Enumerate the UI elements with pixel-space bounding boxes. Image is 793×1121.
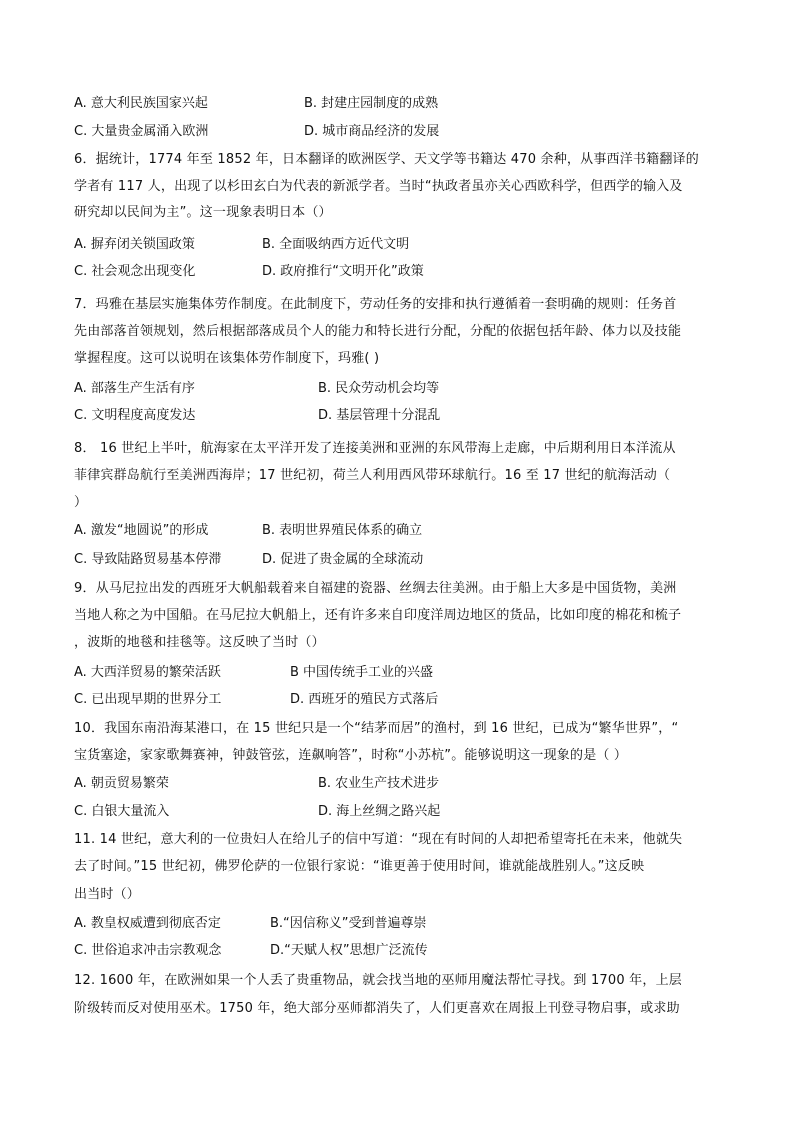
q8-text-line: ） xyxy=(74,495,88,510)
q6-option-b[interactable]: B. 全面吸纳西方近代文明 xyxy=(262,237,410,252)
q6-option-d[interactable]: D. 政府推行“文明开化”政策 xyxy=(262,264,424,279)
q8-option-b[interactable]: B. 表明世界殖民体系的确立 xyxy=(262,523,423,538)
q6-option-a[interactable]: A. 摒弃闭关锁国政策 xyxy=(74,237,195,252)
q8-text-line: 8． 16 世纪上半叶，航海家在太平洋开发了连接美洲和亚洲的东风带海上走廊，中后期利用日本洋流从 xyxy=(74,441,676,456)
continuation-option-b[interactable]: B. 封建庄园制度的成熟 xyxy=(304,96,439,111)
q10-option-d[interactable]: D. 海上丝绸之路兴起 xyxy=(318,804,441,819)
q11-text-line: 11. 14 世纪，意大利的一位贵妇人在给儿子的信中写道：“现在有时间的人却把希望寄托在未来，他就失 xyxy=(74,832,683,847)
q7-option-a[interactable]: A. 部落生产生活有序 xyxy=(74,381,195,396)
q6-text-line: 6．据统计，1774 年至 1852 年，日本翻译的欧洲医学、天文学等书籍达 470 余种，从事西洋书籍翻译的 xyxy=(74,152,699,167)
q11-text-line: 出当时（） xyxy=(74,887,141,902)
q7-text-line: 掌握程度。这可以说明在该集体劳作制度下，玛雅( ) xyxy=(74,351,380,366)
q9-option-b[interactable]: B 中国传统手工业的兴盛 xyxy=(290,665,434,680)
q8-text-line: 菲律宾群岛航行至美洲西海岸；17 世纪初，荷兰人利用西风带环球航行。16 至 17 世纪的航海活动（ xyxy=(74,468,671,483)
q8-option-a[interactable]: A. 激发“地圆说”的形成 xyxy=(74,523,209,538)
q11-text-line: 去了时间。”15 世纪初，佛罗伦萨的一位银行家说：“谁更善于使用时间，谁就能战胜别人。”这反映 xyxy=(74,859,645,874)
q9-option-a[interactable]: A. 大西洋贸易的繁荣活跃 xyxy=(74,665,221,680)
q12-text-line: 阶级转而反对使用巫术。1750 年，绝大部分巫师都消失了，人们更喜欢在周报上刊登寻物启事，或求助 xyxy=(74,1001,680,1016)
q9-text-line: ，波斯的地毯和挂毯等。这反映了当时（） xyxy=(74,635,325,650)
q9-text-line: 9．从马尼拉出发的西班牙大帆船载着来自福建的瓷器、丝绸去往美洲。由于船上大多是中国货物，美洲 xyxy=(74,581,677,596)
q10-option-c[interactable]: C. 白银大量流入 xyxy=(74,804,170,819)
q11-option-c[interactable]: C. 世俗追求冲击宗教观念 xyxy=(74,943,222,958)
q7-text-line: 先由部落首领规划，然后根据部落成员个人的能力和特长进行分配，分配的依据包括年龄、体力以及技能 xyxy=(74,324,682,339)
q12-text-line: 12. 1600 年，在欧洲如果一个人丢了贵重物品，就会找当地的巫师用魔法帮忙寻找。到 1700 年，上层 xyxy=(74,973,682,988)
q11-option-b[interactable]: B.“因信称义”受到普遍尊崇 xyxy=(270,916,427,931)
q7-option-b[interactable]: B. 民众劳动机会均等 xyxy=(318,381,440,396)
q10-text-line: 10．我国东南沿海某港口，在 15 世纪只是一个“结茅而居”的渔村，到 16 世纪，已成为“繁华世界”，“ xyxy=(74,721,679,736)
q7-option-d[interactable]: D. 基层管理十分混乱 xyxy=(318,408,441,423)
q10-text-line: 宝货塞途，家家歌舞赛神，钟鼓管弦，连飙响答”，时称“小苏杭”。能够说明这一现象的是（ ） xyxy=(74,748,628,763)
q9-option-d[interactable]: D. 西班牙的殖民方式落后 xyxy=(290,692,439,707)
q11-option-a[interactable]: A. 教皇权威遭到彻底否定 xyxy=(74,916,221,931)
q7-option-c[interactable]: C. 文明程度高度发达 xyxy=(74,408,196,423)
q9-option-c[interactable]: C. 已出现早期的世界分工 xyxy=(74,692,222,707)
continuation-option-c[interactable]: C. 大量贵金属涌入欧洲 xyxy=(74,124,209,139)
q10-option-a[interactable]: A. 朝贡贸易繁荣 xyxy=(74,776,169,791)
q6-option-c[interactable]: C. 社会观念出现变化 xyxy=(74,264,196,279)
q6-text-line: 研究却以民间为主”。这一现象表明日本（） xyxy=(74,205,332,220)
q11-option-d[interactable]: D.“天赋人权”思想广泛流传 xyxy=(270,943,428,958)
q10-option-b[interactable]: B. 农业生产技术进步 xyxy=(318,776,440,791)
continuation-option-a[interactable]: A. 意大利民族国家兴起 xyxy=(74,96,208,111)
q6-text-line: 学者有 117 人，出现了以杉田玄白为代表的新派学者。当时“执政者虽亦关心西欧科学，但西学的输入及 xyxy=(74,179,683,194)
continuation-option-d[interactable]: D. 城市商品经济的发展 xyxy=(304,124,440,139)
q7-text-line: 7．玛雅在基层实施集体劳作制度。在此制度下，劳动任务的安排和执行遵循着一套明确的规则：任务首 xyxy=(74,297,677,312)
q8-option-d[interactable]: D. 促进了贵金属的全球流动 xyxy=(262,552,424,567)
q9-text-line: 当地人称之为中国船。在马尼拉大帆船上，还有许多来自印度洋周边地区的货品，比如印度的棉花和梳子 xyxy=(74,608,682,623)
q8-option-c[interactable]: C. 导致陆路贸易基本停滞 xyxy=(74,552,222,567)
